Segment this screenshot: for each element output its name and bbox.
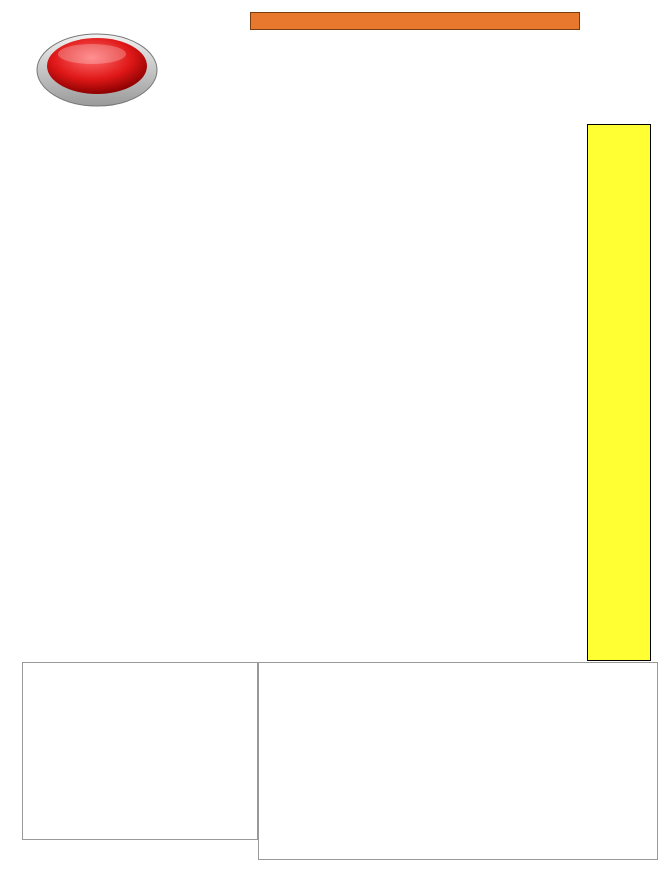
icat-title-banner [250,12,580,30]
column-header-band [175,30,595,124]
wing-support-panel [258,662,658,860]
right-banner [587,124,651,661]
help-button-graphic [34,22,160,108]
emergency-service-panel [22,662,258,840]
